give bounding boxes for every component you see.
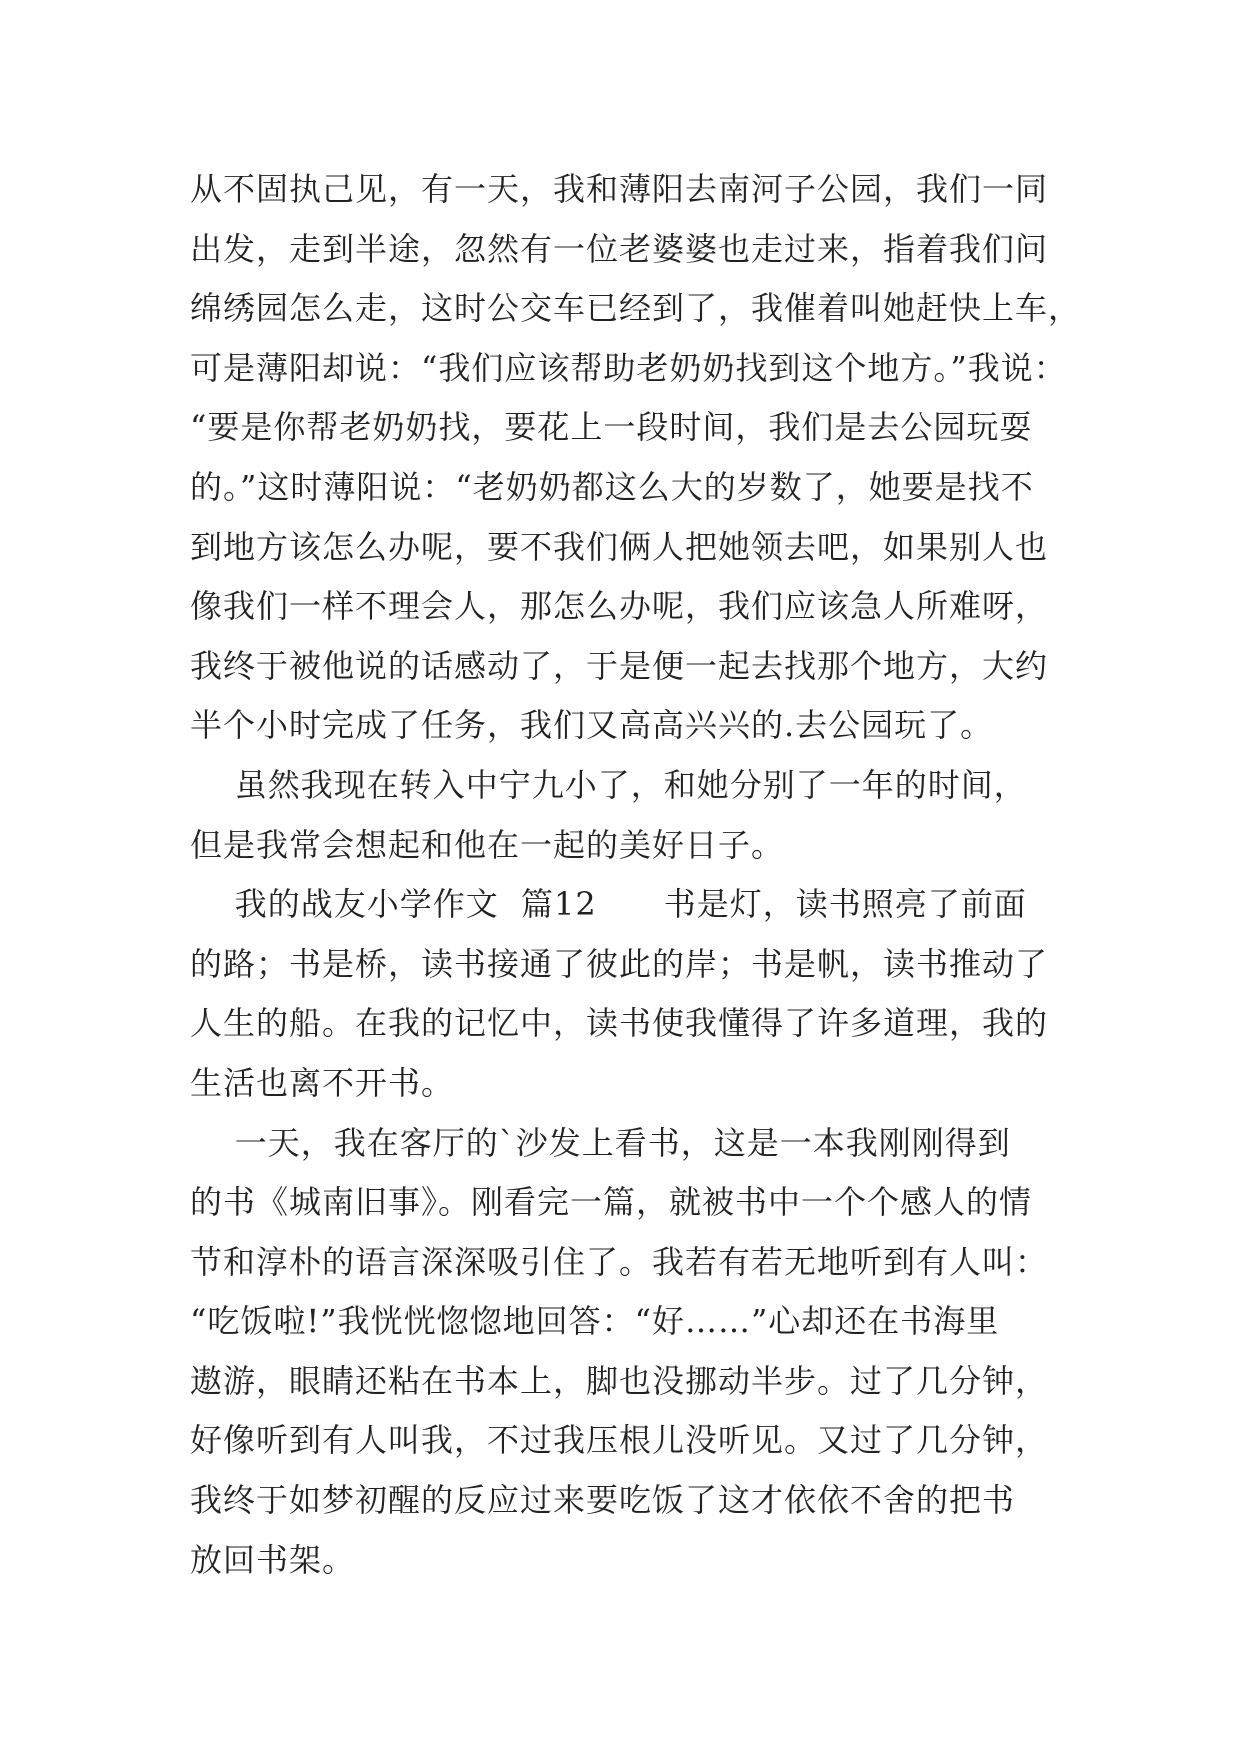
text-line: 像我们一样不理会人，那怎么办呢，我们应该急人所难呀，: [190, 587, 1049, 626]
text-line: 半个小时完成了任务，我们又高高兴兴的.去公园玩了。: [190, 706, 994, 745]
text-line: 从不固执己见，有一天，我和薄阳去南河子公园，我们一同: [190, 170, 1049, 208]
text-line: 虽然我现在转入中宁九小了，和她分别了一年的时间，: [190, 765, 1027, 804]
text-line: 我终于如梦初醒的反应过来要吃饭了这才依依不舍的把书: [190, 1481, 1016, 1520]
text-line: 出发，走到半途，忽然有一位老婆婆也走过来，指着我们问: [190, 229, 1049, 268]
text-line: 好像听到有人叫我，不过我压根儿没听见。又过了几分钟，: [190, 1421, 1049, 1460]
text-line: 的路；书是桥，读书接通了彼此的岸；书是帆，读书推动了: [190, 944, 1049, 983]
text-line: 一天，我在客厅的`沙发上看书，这是一本我刚刚得到: [190, 1123, 1011, 1162]
text-line: 人生的船。在我的记忆中，读书使我懂得了许多道理，我的: [190, 1004, 1049, 1043]
text-line: 绵绣园怎么走，这时公交车已经到了，我催着叫她赶快上车，: [190, 289, 1082, 328]
text-line: 到地方该怎么办呢，要不我们俩人把她领去吧，如果别人也: [190, 527, 1049, 566]
document-body: [190, 160, 1082, 1590]
text-line: 放回书架。: [190, 1540, 356, 1579]
text-line: 的书《城南旧事》。刚看完一篇，就被书中一个个感人的情: [190, 1183, 1033, 1222]
text-line: 遨游，眼睛还粘在书本上，脚也没挪动半步。过了几分钟，: [190, 1361, 1049, 1400]
text-line: 节和淳朴的语言深深吸引住了。我若有若无地听到有人叫：: [190, 1242, 1049, 1281]
text-line: 我终于被他说的话感动了，于是便一起去找那个地方，大约: [190, 646, 1049, 685]
text-line: 可是薄阳却说：“我们应该帮助老奶奶找到这个地方。”我说：: [190, 348, 1067, 387]
text-line: 的。”这时薄阳说：“老奶奶都这么大的岁数了，她要是找不: [190, 467, 1034, 506]
text-line: 但是我常会想起和他在一起的美好日子。: [190, 825, 785, 864]
text-line: 生活也离不开书。: [190, 1063, 455, 1102]
text-line: “要是你帮老奶奶找，要花上一段时间，我们是去公园玩耍: [190, 408, 1033, 447]
text-line: 我的战友小学作文 篇12 书是灯，读书照亮了前面: [190, 885, 1027, 924]
text-line: “吃饭啦!”我恍恍惚惚地回答：“好……”心却还在书海里: [190, 1302, 1000, 1341]
